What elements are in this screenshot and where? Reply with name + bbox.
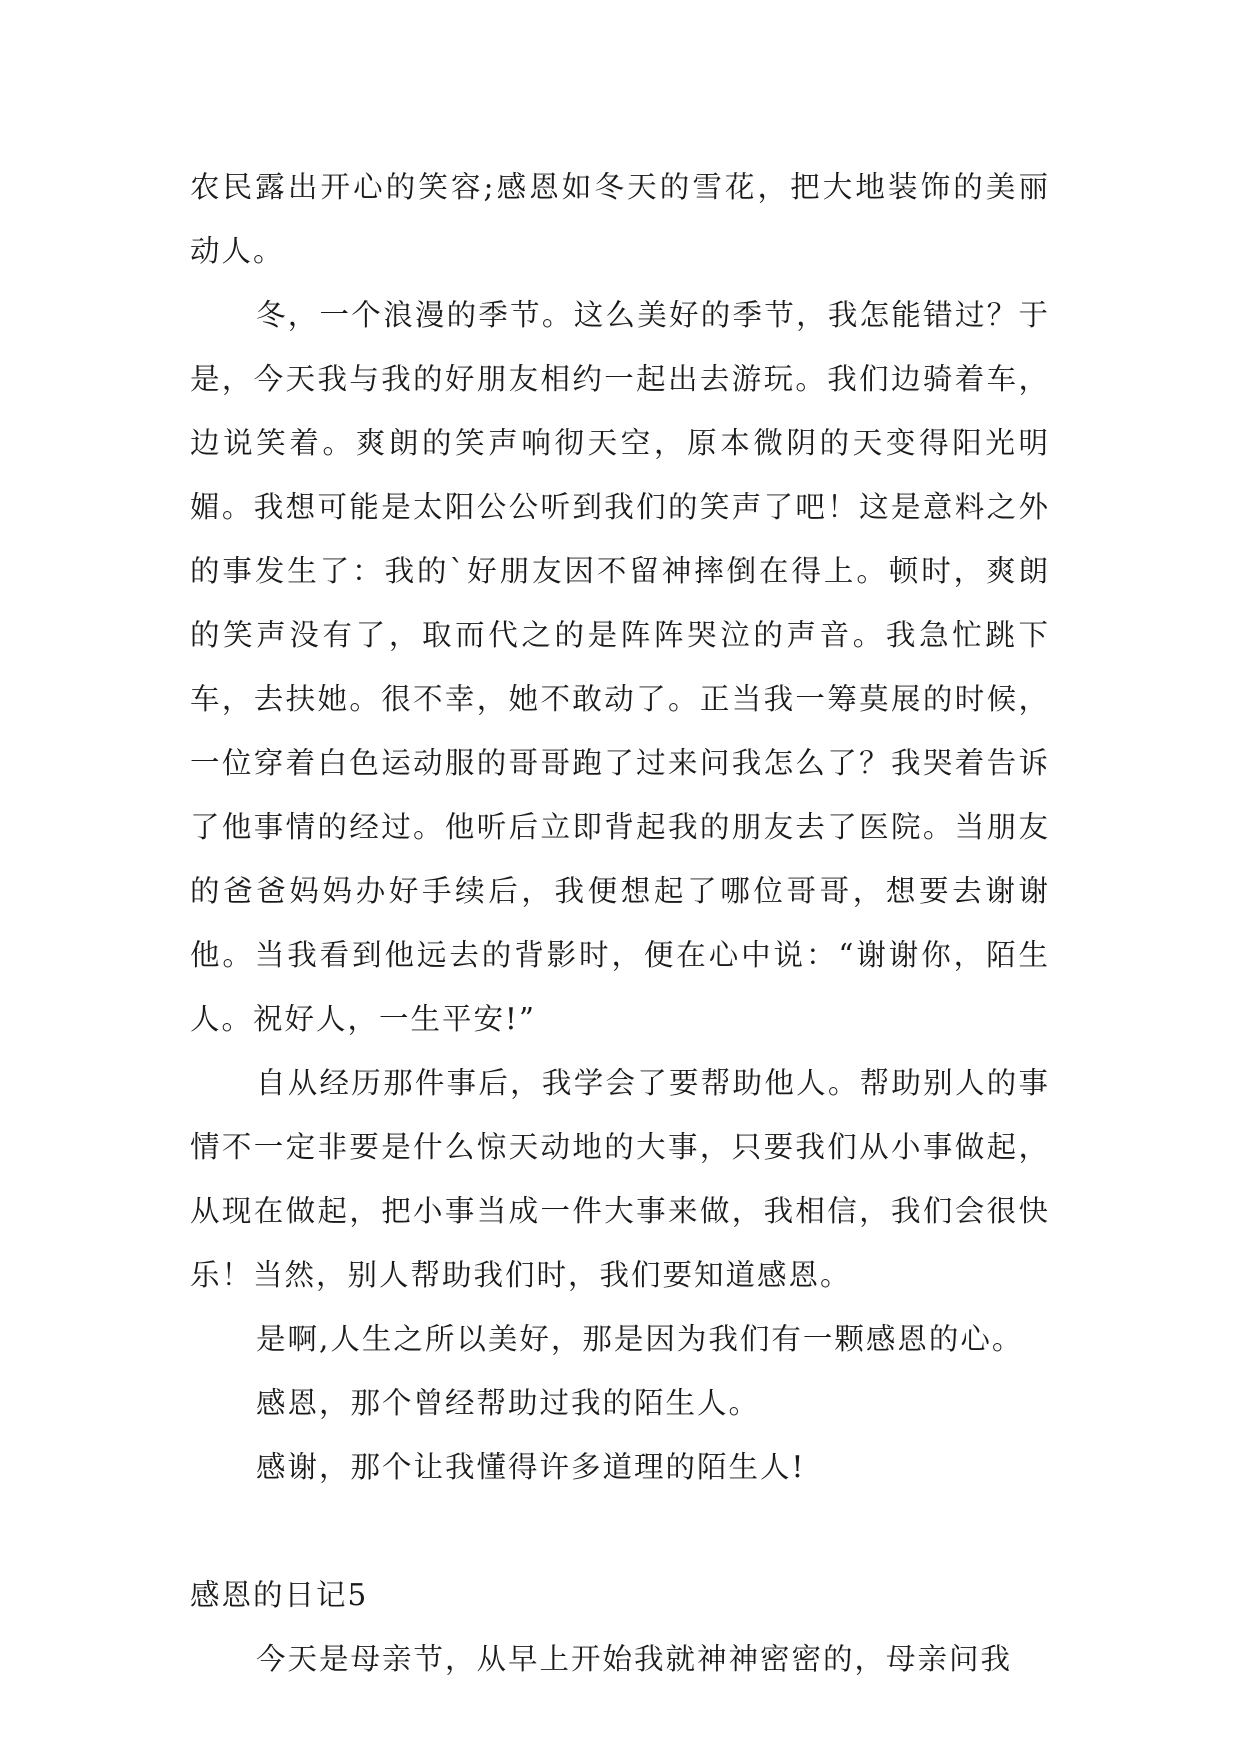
- text-column: [190, 155, 1050, 1691]
- section-heading: 感恩的日记5: [190, 1578, 369, 1612]
- paragraph: 是啊,人生之所以美好，那是因为我们有一颗感恩的心。: [256, 1322, 1024, 1356]
- paragraph: 冬，一个浪漫的季节。这么美好的季节，我怎能错过？于是，今天我与我的好朋友相约一起出去游玩。我们边骑着车，边说笑着。爽朗的笑声响彻天空，原本微阴的天变得阳光明媚。我想可能是太阳公公听到我们的笑声了吧！这是意料之外的事发生了：我的`好朋友因不留神摔倒在得上。顿时，爽朗的笑声没有了，取而代之的是阵阵哭泣的声音。我急忙跳下车，去扶她。很不幸，她不敢动了。正当我一筹莫展的时候，一位穿着白色运动服的哥哥跑了过来问我怎么了？我哭着告诉了他事情的经过。他听后立即背起我的朋友去了医院。当朋友的爸爸妈妈办好手续后，我便想起了哪位哥哥，想要去谢谢他。当我看到他远去的背影时，便在心中说：“谢谢你，陌生人。祝好人，一生平安!”: [190, 298, 1050, 1036]
- paragraph: 感谢，那个让我懂得许多道理的陌生人!: [256, 1450, 806, 1484]
- paragraph: 自从经历那件事后，我学会了要帮助他人。帮助别人的事情不一定非要是什么惊天动地的大事，只要我们从小事做起，从现在做起，把小事当成一件大事来做，我相信，我们会很快乐！当然，别人帮助我们时，我们要知道感恩。: [190, 1066, 1050, 1292]
- paragraph: 今天是母亲节，从早上开始我就神神密密的，母亲问我: [256, 1642, 1013, 1676]
- paragraph: 感恩，那个曾经帮助过我的陌生人。: [256, 1386, 761, 1420]
- paragraph: 农民露出开心的笑容;感恩如冬天的雪花，把大地装饰的美丽动人。: [190, 170, 1050, 268]
- section-gap: [190, 1499, 1050, 1563]
